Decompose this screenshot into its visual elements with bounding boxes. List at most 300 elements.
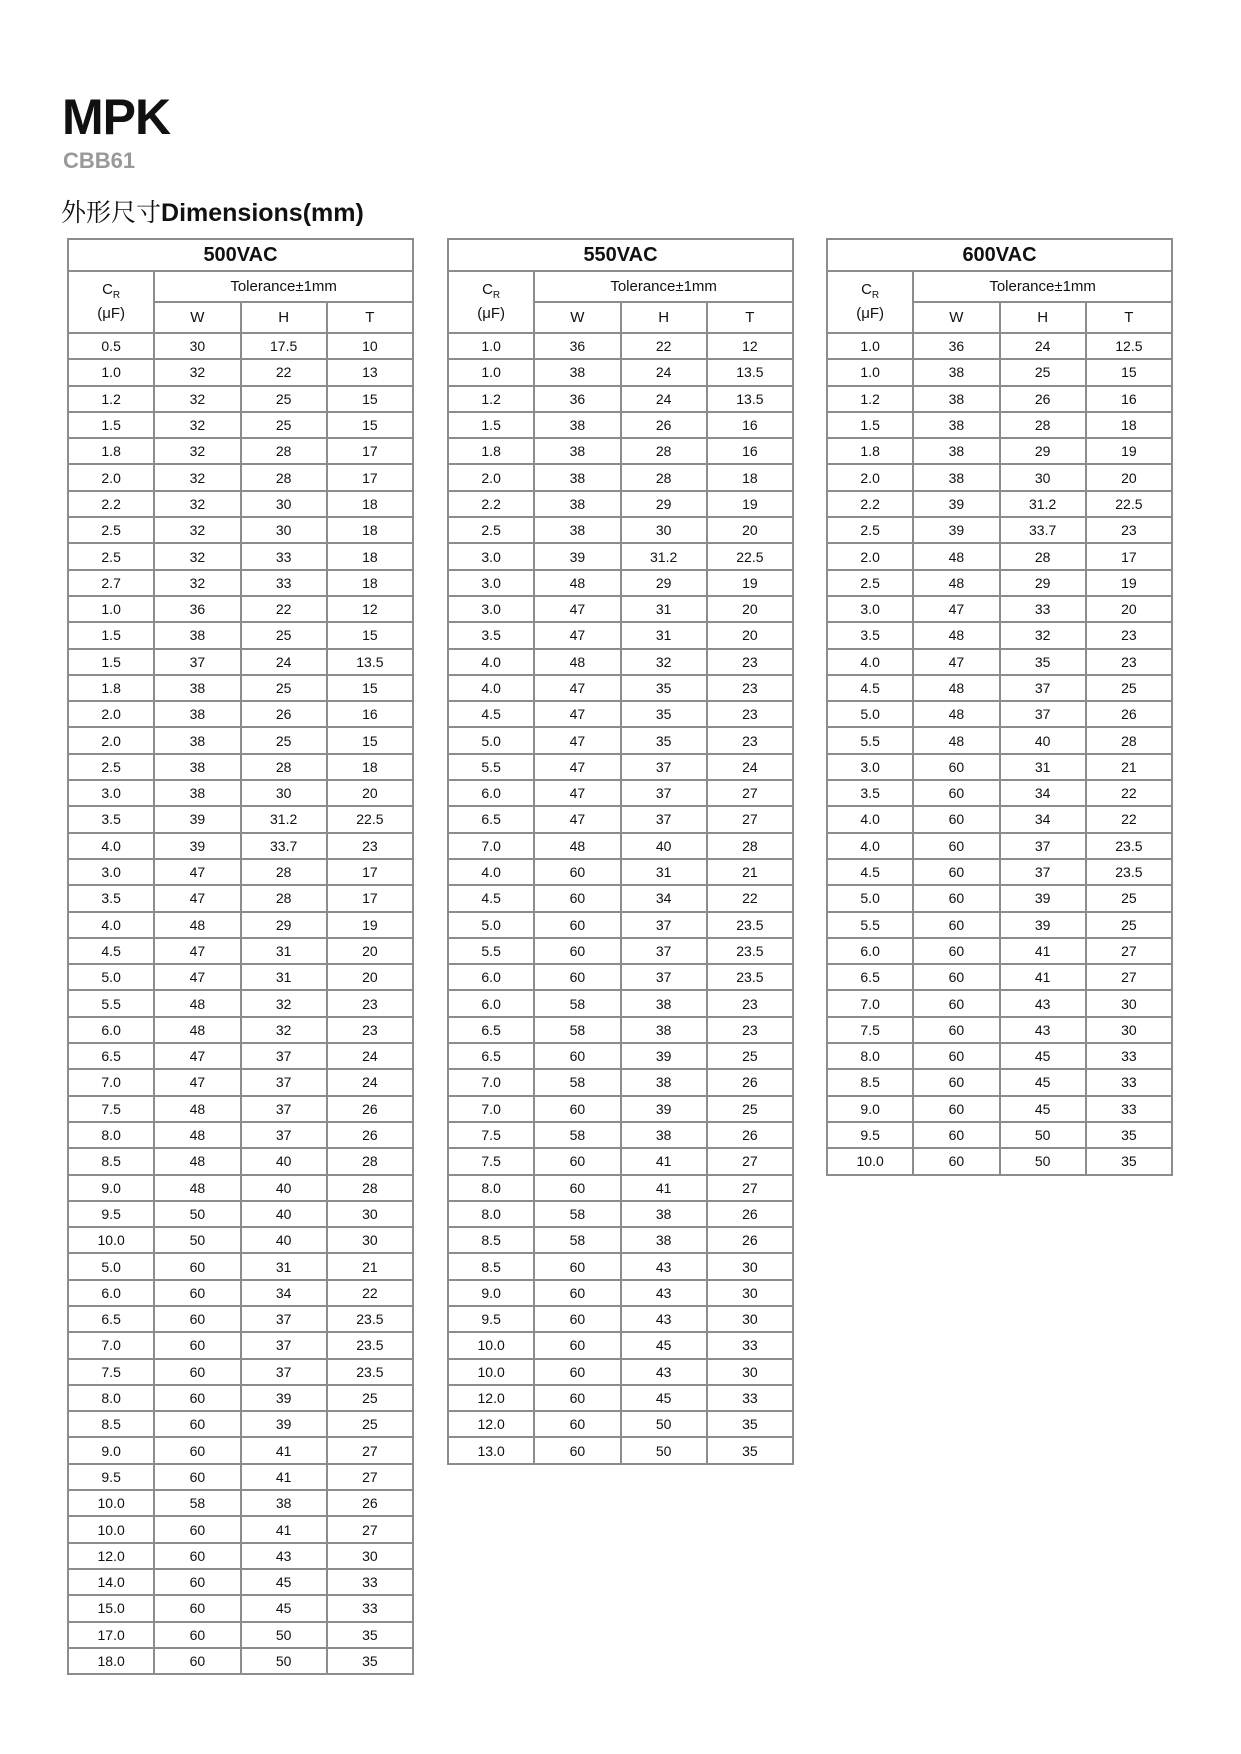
width-cell: 47: [534, 622, 620, 648]
width-cell: 38: [154, 701, 240, 727]
height-cell: 45: [241, 1569, 327, 1595]
thickness-cell: 18: [707, 464, 793, 490]
capacitance-cell: 4.0: [827, 649, 913, 675]
capacitance-cell: 8.5: [827, 1069, 913, 1095]
thickness-cell: 21: [1086, 754, 1172, 780]
width-cell: 60: [534, 912, 620, 938]
width-cell: 60: [534, 885, 620, 911]
height-cell: 40: [241, 1227, 327, 1253]
thickness-cell: 12: [707, 333, 793, 359]
thickness-cell: 27: [327, 1516, 413, 1542]
table-row: [68, 859, 413, 885]
width-cell: 30: [154, 333, 240, 359]
table-row: [448, 1306, 793, 1332]
width-cell: 48: [154, 1096, 240, 1122]
table-row: [68, 543, 413, 569]
height-cell: 45: [241, 1595, 327, 1621]
voltage-header: 500VAC: [68, 239, 413, 271]
table-row: [448, 1148, 793, 1174]
table-row: [448, 727, 793, 753]
thickness-cell: 21: [327, 1253, 413, 1279]
thickness-cell: 18: [327, 491, 413, 517]
thickness-cell: 27: [707, 806, 793, 832]
thickness-cell: 27: [707, 1148, 793, 1174]
thickness-cell: 26: [327, 1122, 413, 1148]
height-cell: 28: [1000, 543, 1086, 569]
capacitance-header: [448, 271, 534, 333]
thickness-cell: 19: [327, 912, 413, 938]
thickness-cell: 25: [327, 1411, 413, 1437]
width-cell: 58: [154, 1490, 240, 1516]
thickness-cell: 35: [327, 1622, 413, 1648]
height-cell: 32: [1000, 622, 1086, 648]
table-row: [827, 386, 1172, 412]
thickness-cell: 20: [707, 622, 793, 648]
height-cell: 37: [1000, 859, 1086, 885]
thickness-cell: 33: [327, 1569, 413, 1595]
height-header: H: [241, 302, 327, 333]
table-row: [448, 938, 793, 964]
thickness-cell: 26: [1086, 701, 1172, 727]
capacitance-cell: 6.5: [68, 1306, 154, 1332]
width-cell: 58: [534, 990, 620, 1016]
table-row: [448, 912, 793, 938]
table-row: [448, 412, 793, 438]
height-cell: 37: [241, 1332, 327, 1358]
capacitance-cell: 1.0: [68, 596, 154, 622]
capacitance-cell: 10.0: [448, 1359, 534, 1385]
capacitance-cell: 6.0: [68, 1280, 154, 1306]
capacitance-cell: 7.0: [827, 990, 913, 1016]
table-row: [68, 464, 413, 490]
thickness-cell: 25: [707, 1043, 793, 1069]
table-row: [68, 1359, 413, 1385]
table-row: [448, 1227, 793, 1253]
table-row: [68, 1648, 413, 1674]
width-cell: 58: [534, 1069, 620, 1095]
section-heading-en: Dimensions(mm): [161, 199, 364, 227]
width-cell: 60: [154, 1280, 240, 1306]
width-cell: 38: [154, 780, 240, 806]
capacitance-cell: 2.2: [68, 491, 154, 517]
width-cell: 60: [154, 1622, 240, 1648]
height-cell: 40: [621, 833, 707, 859]
capacitance-cell: 4.5: [827, 675, 913, 701]
width-cell: 60: [913, 885, 999, 911]
thickness-cell: 10: [327, 333, 413, 359]
capacitance-cell: 8.5: [448, 1227, 534, 1253]
height-cell: 31: [1000, 754, 1086, 780]
height-cell: 40: [241, 1201, 327, 1227]
thickness-cell: 33: [1086, 1096, 1172, 1122]
thickness-cell: 23.5: [1086, 833, 1172, 859]
thickness-cell: 18: [327, 570, 413, 596]
thickness-cell: 15: [1086, 359, 1172, 385]
capacitance-cell: 1.5: [68, 622, 154, 648]
width-cell: 60: [913, 833, 999, 859]
height-cell: 34: [621, 885, 707, 911]
width-cell: 38: [154, 622, 240, 648]
capacitance-cell: 3.5: [827, 622, 913, 648]
height-cell: 29: [1000, 570, 1086, 596]
table-row: [68, 1280, 413, 1306]
table-row: [448, 1201, 793, 1227]
height-cell: 37: [241, 1306, 327, 1332]
width-cell: 47: [154, 1043, 240, 1069]
width-cell: 60: [534, 964, 620, 990]
table-row: [68, 1148, 413, 1174]
capacitance-cell: 3.0: [827, 596, 913, 622]
cr-subscript: R: [492, 289, 501, 301]
table-row: [827, 833, 1172, 859]
table-row: [68, 1332, 413, 1358]
capacitance-cell: 12.0: [448, 1411, 534, 1437]
width-cell: 60: [913, 990, 999, 1016]
width-cell: 60: [913, 1017, 999, 1043]
table-row: [68, 727, 413, 753]
width-cell: 60: [913, 754, 999, 780]
height-cell: 37: [621, 964, 707, 990]
width-cell: 60: [913, 964, 999, 990]
thickness-cell: 30: [327, 1543, 413, 1569]
capacitance-cell: 2.0: [448, 464, 534, 490]
capacitance-cell: 9.0: [827, 1096, 913, 1122]
table-row: [827, 859, 1172, 885]
capacitance-cell: 7.5: [448, 1148, 534, 1174]
width-cell: 60: [913, 780, 999, 806]
capacitance-cell: 10.0: [827, 1148, 913, 1174]
thickness-cell: 15: [327, 386, 413, 412]
height-cell: 25: [241, 675, 327, 701]
width-cell: 60: [534, 1385, 620, 1411]
width-cell: 47: [534, 596, 620, 622]
capacitance-cell: 1.2: [448, 386, 534, 412]
width-cell: 32: [154, 570, 240, 596]
capacitance-cell: 4.0: [827, 833, 913, 859]
height-cell: 45: [1000, 1043, 1086, 1069]
table-row: [68, 1306, 413, 1332]
table-row: [827, 1096, 1172, 1122]
width-cell: 39: [154, 806, 240, 832]
capacitance-cell: 7.5: [827, 1017, 913, 1043]
height-cell: 41: [1000, 938, 1086, 964]
width-cell: 60: [154, 1359, 240, 1385]
thickness-cell: 22: [707, 885, 793, 911]
thickness-cell: 18: [327, 517, 413, 543]
capacitance-cell: 2.7: [68, 570, 154, 596]
height-cell: 38: [241, 1490, 327, 1516]
thickness-cell: 35: [707, 1437, 793, 1463]
height-cell: 30: [241, 491, 327, 517]
height-cell: 41: [621, 1148, 707, 1174]
thickness-cell: 12.5: [1086, 333, 1172, 359]
unit-label: (μF): [477, 304, 506, 322]
width-cell: 32: [154, 438, 240, 464]
thickness-header: T: [1086, 302, 1172, 333]
capacitance-cell: 12.0: [68, 1543, 154, 1569]
thickness-cell: 15: [327, 622, 413, 648]
thickness-cell: 23.5: [707, 964, 793, 990]
thickness-header: T: [707, 302, 793, 333]
table-row: [448, 1411, 793, 1437]
height-cell: 31.2: [1000, 491, 1086, 517]
capacitance-cell: 2.5: [68, 517, 154, 543]
capacitance-cell: 9.0: [68, 1175, 154, 1201]
thickness-cell: 19: [1086, 570, 1172, 596]
thickness-cell: 35: [1086, 1122, 1172, 1148]
height-cell: 43: [1000, 990, 1086, 1016]
height-cell: 43: [621, 1253, 707, 1279]
height-cell: 22: [241, 359, 327, 385]
table-row: [68, 1411, 413, 1437]
capacitance-cell: 5.5: [448, 938, 534, 964]
table-row: [827, 780, 1172, 806]
height-cell: 35: [621, 675, 707, 701]
width-cell: 60: [154, 1569, 240, 1595]
width-cell: 60: [534, 1332, 620, 1358]
height-cell: 28: [241, 754, 327, 780]
table-row: [827, 990, 1172, 1016]
height-cell: 40: [241, 1148, 327, 1174]
height-cell: 32: [621, 649, 707, 675]
height-cell: 28: [1000, 412, 1086, 438]
capacitance-cell: 4.5: [827, 859, 913, 885]
height-cell: 28: [241, 438, 327, 464]
table-row: [68, 386, 413, 412]
thickness-cell: 23.5: [327, 1332, 413, 1358]
thickness-cell: 24: [327, 1043, 413, 1069]
thickness-cell: 19: [707, 491, 793, 517]
thickness-header: T: [327, 302, 413, 333]
capacitance-cell: 3.0: [448, 543, 534, 569]
thickness-cell: 26: [707, 1122, 793, 1148]
thickness-cell: 23: [707, 727, 793, 753]
capacitance-cell: 5.0: [448, 912, 534, 938]
capacitance-cell: 7.5: [68, 1359, 154, 1385]
table-row: [827, 649, 1172, 675]
thickness-cell: 23: [707, 675, 793, 701]
width-cell: 38: [534, 412, 620, 438]
table-row: [68, 1043, 413, 1069]
width-cell: 48: [534, 833, 620, 859]
capacitance-cell: 2.0: [68, 464, 154, 490]
thickness-cell: 23: [707, 649, 793, 675]
capacitance-cell: 2.5: [448, 517, 534, 543]
capacitance-cell: 3.5: [68, 806, 154, 832]
height-cell: 37: [241, 1359, 327, 1385]
thickness-cell: 26: [327, 1490, 413, 1516]
table-row: [68, 1437, 413, 1463]
table-row: [827, 675, 1172, 701]
table-row: [448, 1253, 793, 1279]
table-row: [448, 1332, 793, 1358]
width-cell: 38: [154, 727, 240, 753]
width-cell: 60: [534, 1148, 620, 1174]
height-cell: 35: [621, 727, 707, 753]
height-cell: 25: [241, 622, 327, 648]
width-header: W: [154, 302, 240, 333]
thickness-cell: 20: [707, 596, 793, 622]
height-cell: 38: [621, 1122, 707, 1148]
width-cell: 36: [534, 333, 620, 359]
dimensions-table-500vac: [67, 238, 414, 1675]
height-cell: 50: [621, 1437, 707, 1463]
width-cell: 48: [154, 912, 240, 938]
cr-label: C: [861, 280, 872, 298]
width-cell: 60: [154, 1464, 240, 1490]
table-row: [827, 806, 1172, 832]
height-cell: 34: [1000, 780, 1086, 806]
capacitance-cell: 1.0: [448, 333, 534, 359]
width-cell: 60: [913, 1148, 999, 1174]
capacitance-cell: 5.0: [827, 701, 913, 727]
capacitance-cell: 7.5: [448, 1122, 534, 1148]
height-cell: 31: [241, 964, 327, 990]
capacitance-cell: 8.0: [448, 1201, 534, 1227]
table-row: [68, 1543, 413, 1569]
cr-label: C: [482, 280, 493, 298]
height-cell: 29: [1000, 438, 1086, 464]
capacitance-cell: 3.5: [68, 885, 154, 911]
thickness-cell: 23: [707, 701, 793, 727]
capacitance-cell: 1.5: [448, 412, 534, 438]
width-cell: 60: [534, 1359, 620, 1385]
table-row: [448, 649, 793, 675]
thickness-cell: 23: [1086, 649, 1172, 675]
capacitance-cell: 12.0: [448, 1385, 534, 1411]
height-cell: 31.2: [621, 543, 707, 569]
height-cell: 39: [621, 1043, 707, 1069]
width-cell: 38: [534, 464, 620, 490]
width-cell: 32: [154, 464, 240, 490]
table-row: [68, 780, 413, 806]
height-cell: 43: [1000, 1017, 1086, 1043]
height-cell: 38: [621, 1069, 707, 1095]
table-row: [827, 938, 1172, 964]
width-cell: 60: [534, 938, 620, 964]
thickness-cell: 18: [327, 754, 413, 780]
width-cell: 38: [154, 754, 240, 780]
width-cell: 47: [534, 675, 620, 701]
table-row: [827, 333, 1172, 359]
width-cell: 48: [534, 649, 620, 675]
thickness-cell: 23.5: [707, 912, 793, 938]
table-row: [827, 1069, 1172, 1095]
height-cell: 29: [621, 491, 707, 517]
height-cell: 39: [1000, 912, 1086, 938]
width-cell: 60: [534, 1043, 620, 1069]
width-cell: 60: [154, 1253, 240, 1279]
height-cell: 31: [621, 859, 707, 885]
thickness-cell: 23: [1086, 517, 1172, 543]
thickness-cell: 20: [327, 964, 413, 990]
thickness-cell: 33: [707, 1332, 793, 1358]
capacitance-cell: 8.5: [68, 1148, 154, 1174]
table-row: [827, 701, 1172, 727]
cr-subscript: R: [871, 289, 880, 301]
capacitance-cell: 1.5: [68, 412, 154, 438]
capacitance-cell: 10.0: [68, 1227, 154, 1253]
height-cell: 33.7: [241, 833, 327, 859]
width-cell: 60: [154, 1543, 240, 1569]
width-cell: 60: [534, 1280, 620, 1306]
width-cell: 58: [534, 1201, 620, 1227]
table-row: [827, 543, 1172, 569]
height-cell: 41: [1000, 964, 1086, 990]
width-cell: 47: [154, 964, 240, 990]
capacitance-cell: 9.5: [68, 1201, 154, 1227]
height-cell: 35: [621, 701, 707, 727]
thickness-cell: 22.5: [707, 543, 793, 569]
capacitance-cell: 4.0: [448, 859, 534, 885]
capacitance-cell: 8.0: [68, 1122, 154, 1148]
width-cell: 47: [534, 780, 620, 806]
thickness-cell: 26: [707, 1069, 793, 1095]
table-row: [68, 912, 413, 938]
dimensions-table-600vac: [826, 238, 1173, 1176]
capacitance-cell: 3.5: [827, 780, 913, 806]
width-cell: 38: [913, 412, 999, 438]
table-row: [448, 359, 793, 385]
height-cell: 25: [241, 386, 327, 412]
thickness-cell: 25: [1086, 885, 1172, 911]
height-cell: 17.5: [241, 333, 327, 359]
height-cell: 33: [241, 570, 327, 596]
capacitance-cell: 2.5: [827, 570, 913, 596]
table-row: [68, 1017, 413, 1043]
height-cell: 50: [241, 1648, 327, 1674]
thickness-cell: 16: [1086, 386, 1172, 412]
thickness-cell: 35: [707, 1411, 793, 1437]
height-cell: 37: [621, 806, 707, 832]
table-row: [68, 570, 413, 596]
capacitance-cell: 6.0: [827, 938, 913, 964]
thickness-cell: 23.5: [327, 1359, 413, 1385]
table-row: [68, 1201, 413, 1227]
height-cell: 34: [241, 1280, 327, 1306]
width-cell: 60: [913, 938, 999, 964]
capacitance-cell: 6.5: [448, 806, 534, 832]
capacitance-cell: 2.2: [827, 491, 913, 517]
thickness-cell: 27: [1086, 964, 1172, 990]
table-row: [448, 675, 793, 701]
capacitance-cell: 9.5: [827, 1122, 913, 1148]
thickness-cell: 28: [327, 1148, 413, 1174]
width-cell: 48: [913, 701, 999, 727]
height-cell: 38: [621, 1227, 707, 1253]
height-cell: 25: [241, 727, 327, 753]
width-cell: 32: [154, 491, 240, 517]
thickness-cell: 22: [327, 1280, 413, 1306]
table-row: [827, 885, 1172, 911]
table-row: [68, 1595, 413, 1621]
thickness-cell: 27: [1086, 938, 1172, 964]
section-heading: [61, 201, 364, 226]
height-cell: 45: [1000, 1096, 1086, 1122]
width-cell: 36: [154, 596, 240, 622]
thickness-cell: 16: [707, 438, 793, 464]
table-row: [68, 806, 413, 832]
height-cell: 41: [241, 1464, 327, 1490]
height-cell: 37: [1000, 701, 1086, 727]
thickness-cell: 33: [707, 1385, 793, 1411]
thickness-cell: 25: [327, 1385, 413, 1411]
table-row: [68, 491, 413, 517]
width-cell: 48: [913, 543, 999, 569]
width-cell: 48: [913, 727, 999, 753]
width-cell: 48: [154, 990, 240, 1016]
table-row: [827, 1122, 1172, 1148]
